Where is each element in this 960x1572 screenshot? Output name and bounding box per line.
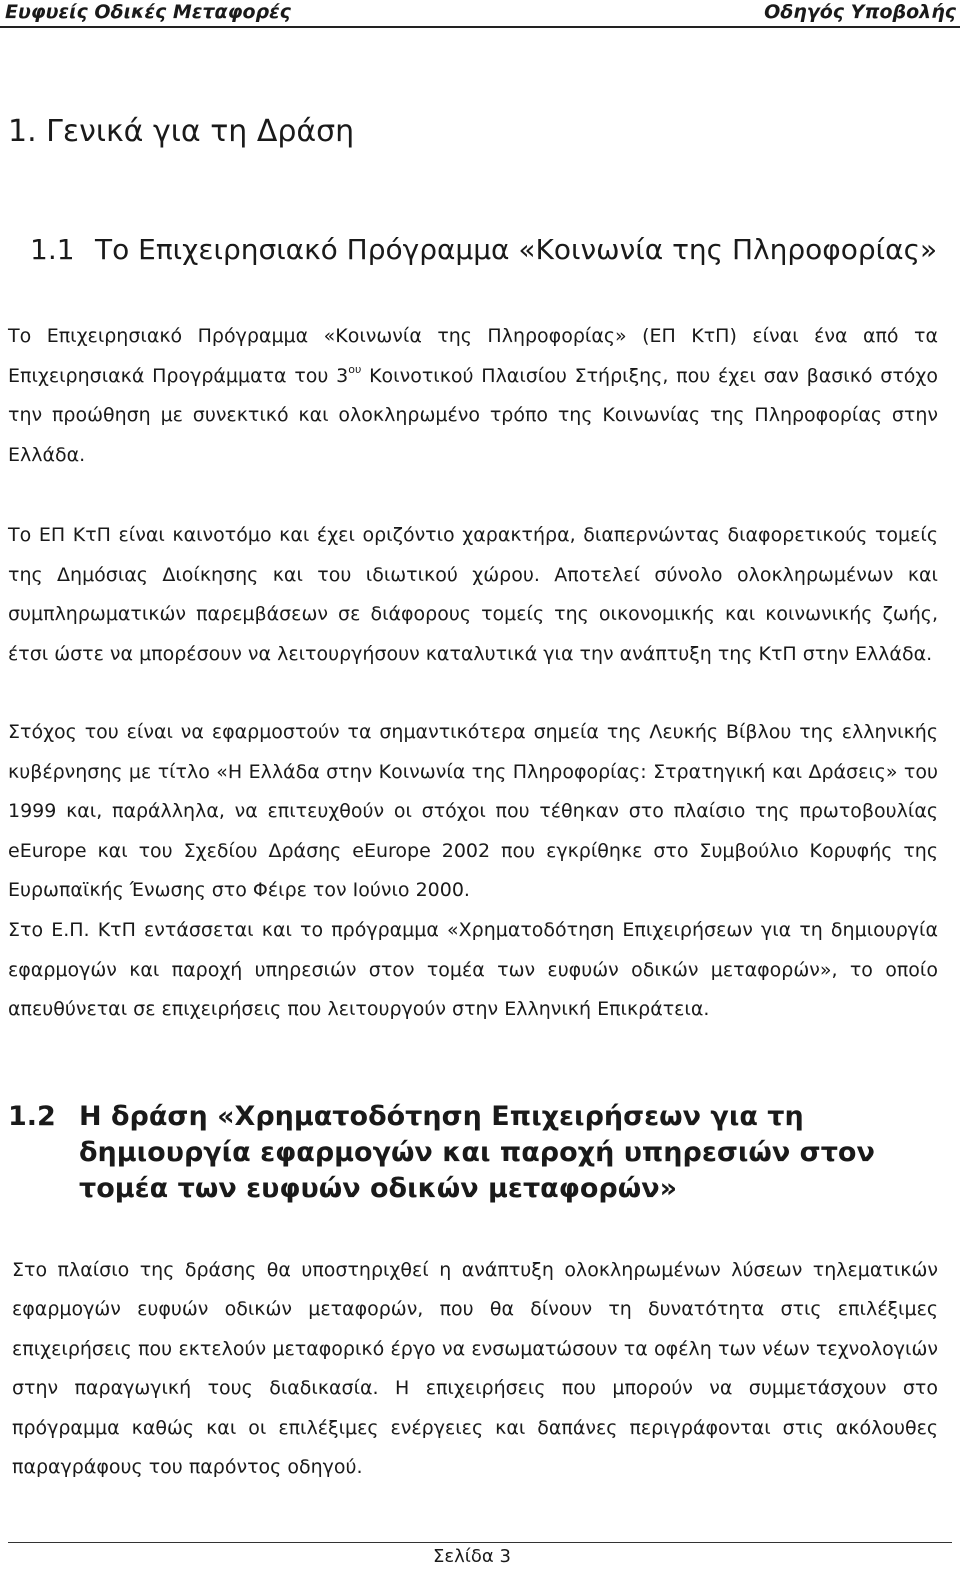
- superscript-ordinal: ου: [348, 362, 362, 376]
- paragraph-1-text-b: Κοινοτικού Πλαισίου Στήριξης, που έχει σαν βασικό στόχο την προώθηση με συνεκτικό και ολοκληρωμένο τρόπο της Κοινωνίας της Πληροφορίας στην Ελλάδα.: [8, 364, 938, 466]
- header-title-right: Οδηγός Υποβολής: [764, 1, 956, 23]
- section-1-1-title: Το Επιχειρησιακό Πρόγραμμα «Κοινωνία της Πληροφορίας»: [95, 233, 938, 266]
- paragraph-1-text-a: Το Επιχειρησιακό Πρόγραμμα «Κοινωνία της Πληροφορίας» (ΕΠ ΚτΠ) είναι ένα από τα Επιχειρησιακά Προγράμματα του 3: [8, 325, 938, 387]
- section-1-1-paragraph-1: [8, 317, 938, 475]
- page-number: Σελίδα 3: [433, 1546, 511, 1567]
- footer-divider: [8, 1542, 952, 1543]
- page-header: [0, 0, 960, 28]
- section-1-1-number: 1.1: [30, 233, 75, 266]
- section-1-1-paragraph-3: Στόχος του είναι να εφαρμοστούν τα σημαντικότερα σημεία της Λευκής Βίβλου της ελληνικής κυβέρνησης με τίτλο «Η Ελλάδα στην Κοινωνία της Πληροφορίας: Στρατηγική και Δράσεις» του 1999 και, παράλληλα, να επιτευχθούν οι στόχοι που τέθηκαν στο πλαίσιο της πρωτοβουλίας eEurope και του Σχεδίου Δράσης eEurope 2002 που εγκρίθηκε στο Συμβούλιο Κορυφής της Ευρωπαϊκής Ένωσης στο Φέιρε τον Ιούνιο 2000.: [8, 721, 938, 902]
- section-1-1-paragraph-2: Το ΕΠ ΚτΠ είναι καινοτόμο και έχει οριζόντιο χαρακτήρα, διαπερνώντας διαφορετικούς τομείς της Δημόσιας Διοίκησης και του ιδιωτικού χώρου. Αποτελεί σύνολο ολοκληρωμένων και συμπληρωματικών παρεμβάσεων σε διάφορους τομείς της οικονομικής και κοινωνικής ζωής, έτσι ώστε να μπορέσουν να λειτουργήσουν καταλυτικά για την ανάπτυξη της ΚτΠ στην Ελλάδα.: [8, 524, 938, 665]
- header-title-left: Ευφυείς Οδικές Μεταφορές: [5, 1, 291, 23]
- section-1-heading: 1. Γενικά για τη Δράση: [8, 114, 355, 149]
- section-1-2-paragraph-1: Στο πλαίσιο της δράσης θα υποστηριχθεί η ανάπτυξη ολοκληρωμένων λύσεων τηλεματικών εφαρμογών ευφυών οδικών μεταφορών, που θα δίνουν τη δυνατότητα στις επιλέξιμες επιχειρήσεις που εκτελούν μεταφορικό έργο να ενσωματώσουν τα οφέλη των νέων τεχνολογιών στην παραγωγική τους διαδικασία. Η επιχειρήσεις που μπορούν να συμμετάσχουν στο πρόγραμμα καθώς και οι επιλέξιμες ενέργειες και δαπάνες περιγράφονται στις ακόλουθες παραγράφους του παρόντος οδηγού.: [12, 1259, 938, 1479]
- section-1-2-number: 1.2: [8, 1101, 56, 1132]
- section-1-1-heading: [30, 233, 937, 267]
- section-1-1-paragraph-4: Στο Ε.Π. ΚτΠ εντάσσεται και το πρόγραμμα «Χρηματοδότηση Επιχειρήσεων για τη δημιουργία εφαρμογών και παροχή υπηρεσιών στον τομέα των ευφυών οδικών μεταφορών», το οποίο απευθύνεται σε επιχειρήσεις που λειτουργούν στην Ελληνική Επικράτεια.: [8, 919, 938, 1021]
- section-1-2-title: Η δράση «Χρηματοδότηση Επιχειρήσεων για τη δημιουργία εφαρμογών και παροχή υπηρεσιών στον τομέα των ευφυών οδικών μεταφορών»: [79, 1101, 875, 1204]
